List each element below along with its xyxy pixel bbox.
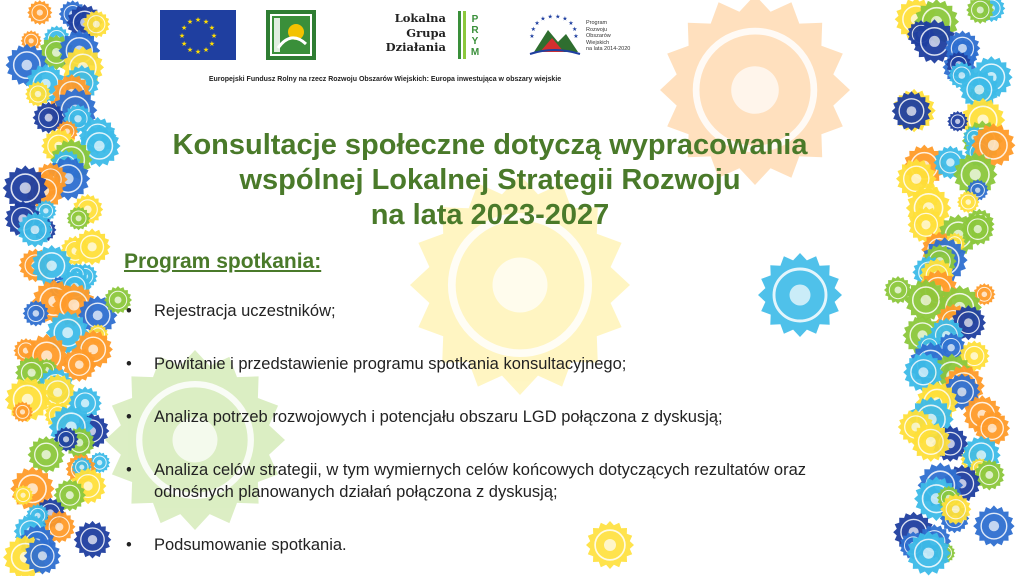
bullet-icon: • [126,302,132,320]
prow-logo [524,8,634,60]
agenda-item-text: Rejestracja uczestników; [154,302,336,320]
svg-text:★: ★ [180,24,188,32]
border-rosette [74,521,112,559]
lgd-line-1: Lokalna [394,11,446,25]
svg-text:★: ★ [540,15,546,23]
bullet-icon: • [126,408,132,426]
main-title-line-1: Konsultacje społeczne dotyczą wypracowania [172,129,808,161]
lgd-logo-text [370,11,446,55]
prow-line-2: Rozwoju [586,26,608,33]
border-rosette [17,212,53,248]
logo-bar [158,8,631,60]
svg-text:★: ★ [547,13,553,21]
agenda-item [124,459,844,503]
border-rosette [27,0,52,25]
svg-text:★: ★ [562,15,568,23]
agenda-item-text: Analiza potrzeb rozwojowych i potencjału obszaru LGD połączona z dyskusją; [154,408,723,426]
svg-text:★: ★ [186,18,194,27]
svg-text:Y: Y [471,36,479,47]
prow-line-3: Obszarów [586,33,611,39]
svg-text:★: ★ [186,45,194,54]
eu-flag-icon [160,10,236,60]
svg-text:★: ★ [208,40,216,48]
leader-logo-icon [266,10,316,60]
border-rosette [974,459,1005,490]
border-rosette [25,81,51,107]
border-rosette [24,537,61,574]
bullet-icon: • [126,536,132,554]
lgd-line-3: Działania [385,40,446,54]
svg-text:★: ★ [208,24,216,32]
svg-text:M: M [470,47,480,58]
agenda-item [124,353,844,375]
agenda-item [124,534,844,556]
svg-text:★: ★ [573,33,579,40]
border-rosette [961,213,994,246]
agenda-list [124,300,844,556]
svg-text:★: ★ [534,20,540,28]
prow-line-4: Wiejskich [586,39,610,46]
main-title-line-2: wspólnej Lokalnej Strategii Rozwoju [239,164,741,196]
program-heading: Program spotkania: [124,250,322,273]
lgd-line-2: Grupa [406,25,446,40]
prow-line-5: na lata 2014-2020 [586,46,631,52]
agenda-item-text: Powitanie i przedstawienie programu spotkania konsultacyjnego; [154,355,627,373]
svg-text:★: ★ [572,26,578,34]
border-rosette [74,228,111,265]
border-rosette [911,422,951,462]
funding-statement: Europejski Fundusz Rolny na rzecz Rozwoju Obszarów Wiejskich: Europa inwestująca w obszary wiejskie [208,76,562,83]
bullet-icon: • [126,355,132,373]
svg-text:★: ★ [568,20,574,28]
border-rosette [884,276,912,304]
main-title-line-3: na lata 2023-2027 [370,199,610,231]
border-rosette [940,494,971,525]
svg-text:★: ★ [529,33,535,40]
prow-logo-text [586,20,634,53]
border-rosette [947,111,968,132]
agenda-item-text: Analiza celów strategii, w tym wymiernych celów końcowych dotyczących rezultatów oraz odnośnych planowanych działań połączona z dyskusją; [154,461,806,501]
prow-emblem-icon [524,8,584,60]
border-rosette [892,91,932,131]
svg-text:R: R [471,25,479,36]
svg-text:★: ★ [530,26,536,34]
svg-text:★: ★ [202,18,210,27]
svg-text:P: P [471,14,479,25]
prow-line-1: Program [586,20,608,26]
main-title [100,128,880,233]
border-rosette [67,206,91,230]
lgd-logo [370,11,490,61]
svg-text:★: ★ [194,16,202,24]
svg-text:★: ★ [180,40,188,48]
bullet-icon: • [126,461,132,479]
border-rosette [12,401,33,422]
border-rosette [23,300,49,326]
agenda-item-text: Podsumowanie spotkania. [154,536,347,554]
svg-text:★: ★ [210,32,218,40]
border-rosette [966,0,994,24]
border-rosette [973,505,1014,546]
agenda-item [124,300,844,322]
border-rosette [906,531,951,576]
svg-text:★: ★ [178,32,186,40]
svg-text:★: ★ [194,48,202,56]
border-rosette [957,191,980,214]
prym-icon [456,11,484,59]
agenda-item [124,406,844,428]
svg-text:★: ★ [202,45,210,54]
svg-text:★: ★ [555,13,561,21]
